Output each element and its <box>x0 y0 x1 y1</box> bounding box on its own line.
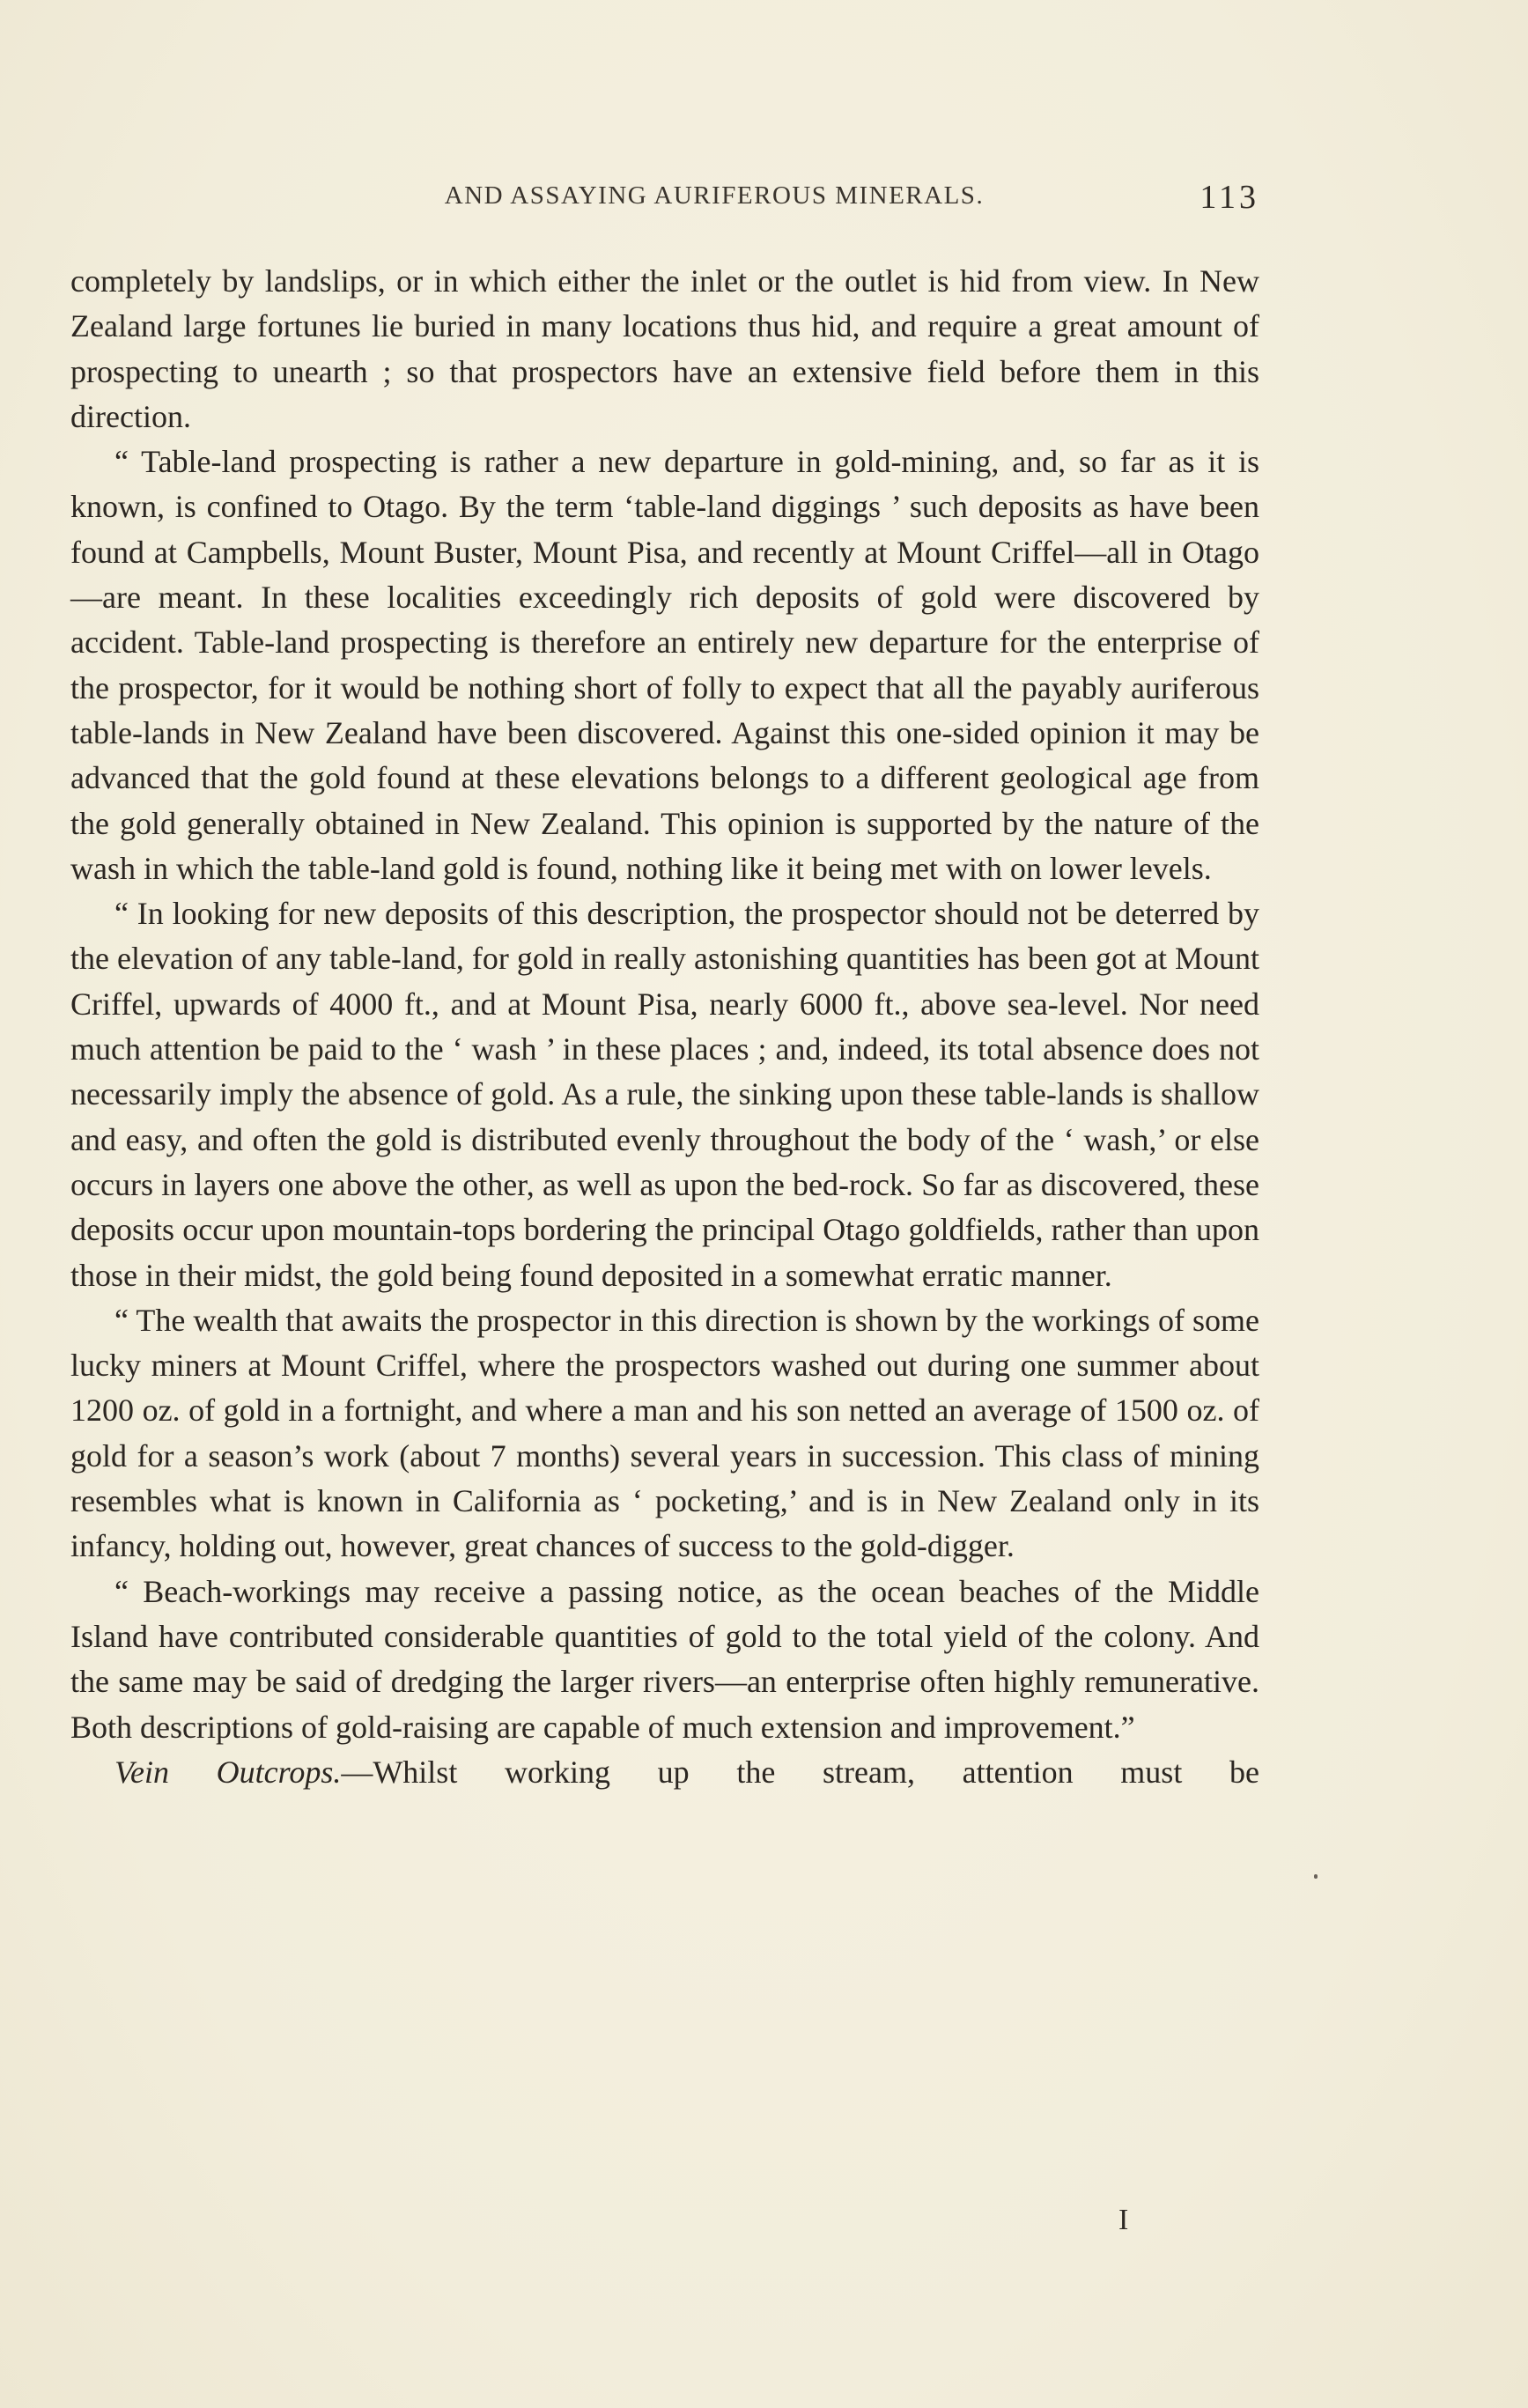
paragraph-wealth: “ The wealth that awaits the prospector in this direction is shown by the workings of some lucky miners at Mount Criffel, where the prospectors washed out during one summer about 1200 oz. of gold in a fortnight, and where a man and his son netted an average of 1500 oz. of gold for a season’s work (about 7 months) several years in succession. This class of mining resembles what is known in California as ‘ pocketing,’ and is in New Zealand only in its infancy, holding out, however, great chances of success to the gold-digger. <box>70 1302 1259 1564</box>
running-title: AND ASSAYING AURIFEROUS MINERALS. <box>444 181 985 210</box>
paper-speck <box>1314 1874 1318 1879</box>
paragraph-continuation: completely by landslips, or in which either the inlet or the outlet is hid from view. In New Zealand large fortunes lie buried in many locations thus hid, and require a great amount of prospecting to unearth ; so that prospectors have an extensive field before them in this direction. <box>70 263 1259 434</box>
page-number: 113 <box>1200 179 1259 216</box>
paragraph-new-deposits: “ In looking for new deposits of this description, the prospector should not be deterred by the elevation of any table-land, for gold in really astonishing quantities has been got at Mount Criffel, upwards of 4000 ft., and at Mount Pisa, nearly 6000 ft., above sea-level. Nor need much attention be paid to the ‘ wash ’ in these places ; and, indeed, its total absence does not necessarily imply the absence of gold. As a rule, the sinking upon these table-lands is shallow and easy, and often the gold is distributed evenly throughout the body of the ‘ wash,’ or else occurs in layers one above the other, as well as upon the bed-rock. So far as discovered, these deposits occur upon mountain-tops bordering the principal Otago goldfields, rather than upon those in their midst, the gold being found deposited in a somewhat erratic manner. <box>70 896 1259 1293</box>
paragraph-vein-outcrops <box>70 1750 1259 1795</box>
signature-mark: I <box>1118 2204 1129 2236</box>
paragraph-beach-workings: “ Beach-workings may receive a passing notice, as the ocean beaches of the Middle Island have contributed considerable quantities of gold to the total yield of the colony. And the same may be said of dredging the larger rivers—an enterprise often highly remunerative. Both descriptions of gold-raising are capable of much extension and improvement.” <box>70 1573 1259 1745</box>
section-heading-vein-outcrops: Vein Outcrops. <box>114 1754 342 1790</box>
vein-outcrops-text: —Whilst working up the stream, attention must be <box>341 1754 1259 1790</box>
running-head <box>70 181 1259 224</box>
body-text <box>70 259 1259 1795</box>
paragraph-table-land: “ Table-land prospecting is rather a new departure in gold-mining, and, so far as it is known, is confined to Otago. By the term ‘table-land diggings ’ such deposits as have been found at Campbells, Mount Buster, Mount Pisa, and recently at Mount Criffel—all in Otago—are meant. In these localities exceedingly rich deposits of gold were discovered by accident. Table-land prospecting is therefore an entirely new departure for the enterprise of the prospector, for it would be nothing short of folly to expect that all the payably auriferous table-lands in New Zealand have been discovered. Against this one-sided opinion it may be advanced that the gold found at these elevations belongs to a different geological age from the gold generally obtained in New Zealand. This opinion is supported by the nature of the wash in which the table-land gold is found, nothing like it being met with on lower levels. <box>70 444 1259 886</box>
